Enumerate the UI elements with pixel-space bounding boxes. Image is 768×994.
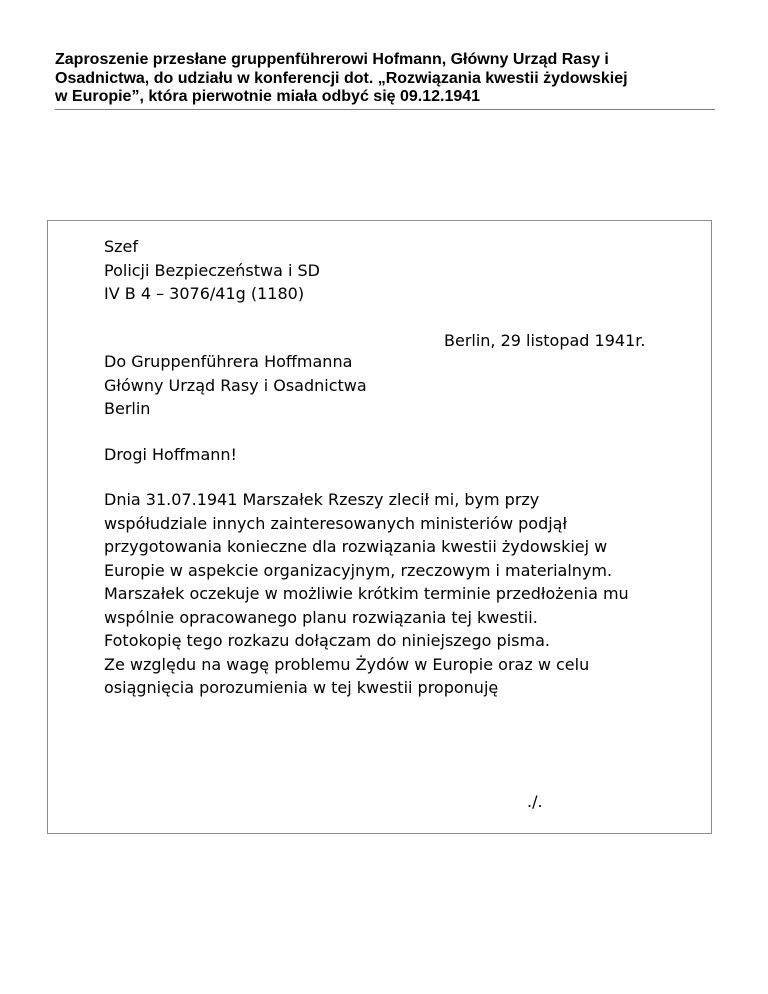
letter-recipient-block [104,350,367,421]
letter-date: Berlin, 29 listopad 1941r. [444,331,646,350]
heading-line: Zaproszenie przesłane gruppenführerowi Hofmann, Główny Urząd Rasy i [55,51,609,68]
body-line: wspólnie opracowanego planu rozwiązania tej kwestii. [104,607,538,627]
letter-body [104,488,629,700]
sender-line: IV B 4 – 3076/41g (1180) [104,284,305,303]
body-line: Fotokopię tego rozkazu dołączam do niniejszego pisma. [104,631,550,650]
body-line: Ze względu na wagę problemu Żydów w Europie oraz w celu [104,654,590,674]
heading-divider [55,109,715,110]
letter-sender-block [104,235,320,306]
body-line: Dnia 31.07.1941 Marszałek Rzeszy zlecił mi, bym przy [104,490,540,509]
body-line: Europie w aspekcie organizacyjnym, rzeczowym i materialnym. [104,560,613,580]
recipient-line: Berlin [104,399,151,418]
document-heading [55,51,715,107]
body-line: Marszałek oczekuje w możliwie krótkim terminie przedłożenia mu [104,584,629,603]
body-line: osiągnięcia porozumienia w tej kwestii proponuję [104,678,499,697]
heading-line: Osadnictwa, do udziału w konferencji dot. „Rozwiązania kwestii żydowskiej [55,69,628,87]
recipient-line: Główny Urząd Rasy i Osadnictwa [104,375,367,395]
recipient-line: Do Gruppenführera Hoffmanna [104,352,353,371]
heading-line: w Europie”, która pierwotnie miała odbyć się 09.12.1941 [55,88,481,105]
sender-line: Szef [104,237,139,256]
body-line: przygotowania konieczne dla rozwiązania kwestii żydowskiej w [104,537,608,556]
sender-line: Policji Bezpieczeństwa i SD [104,260,320,280]
body-line: współudziale innych zainteresowanych ministeriów podjął [104,513,568,533]
letter-greeting: Drogi Hoffmann! [104,445,237,464]
continuation-mark: ./. [527,792,543,811]
